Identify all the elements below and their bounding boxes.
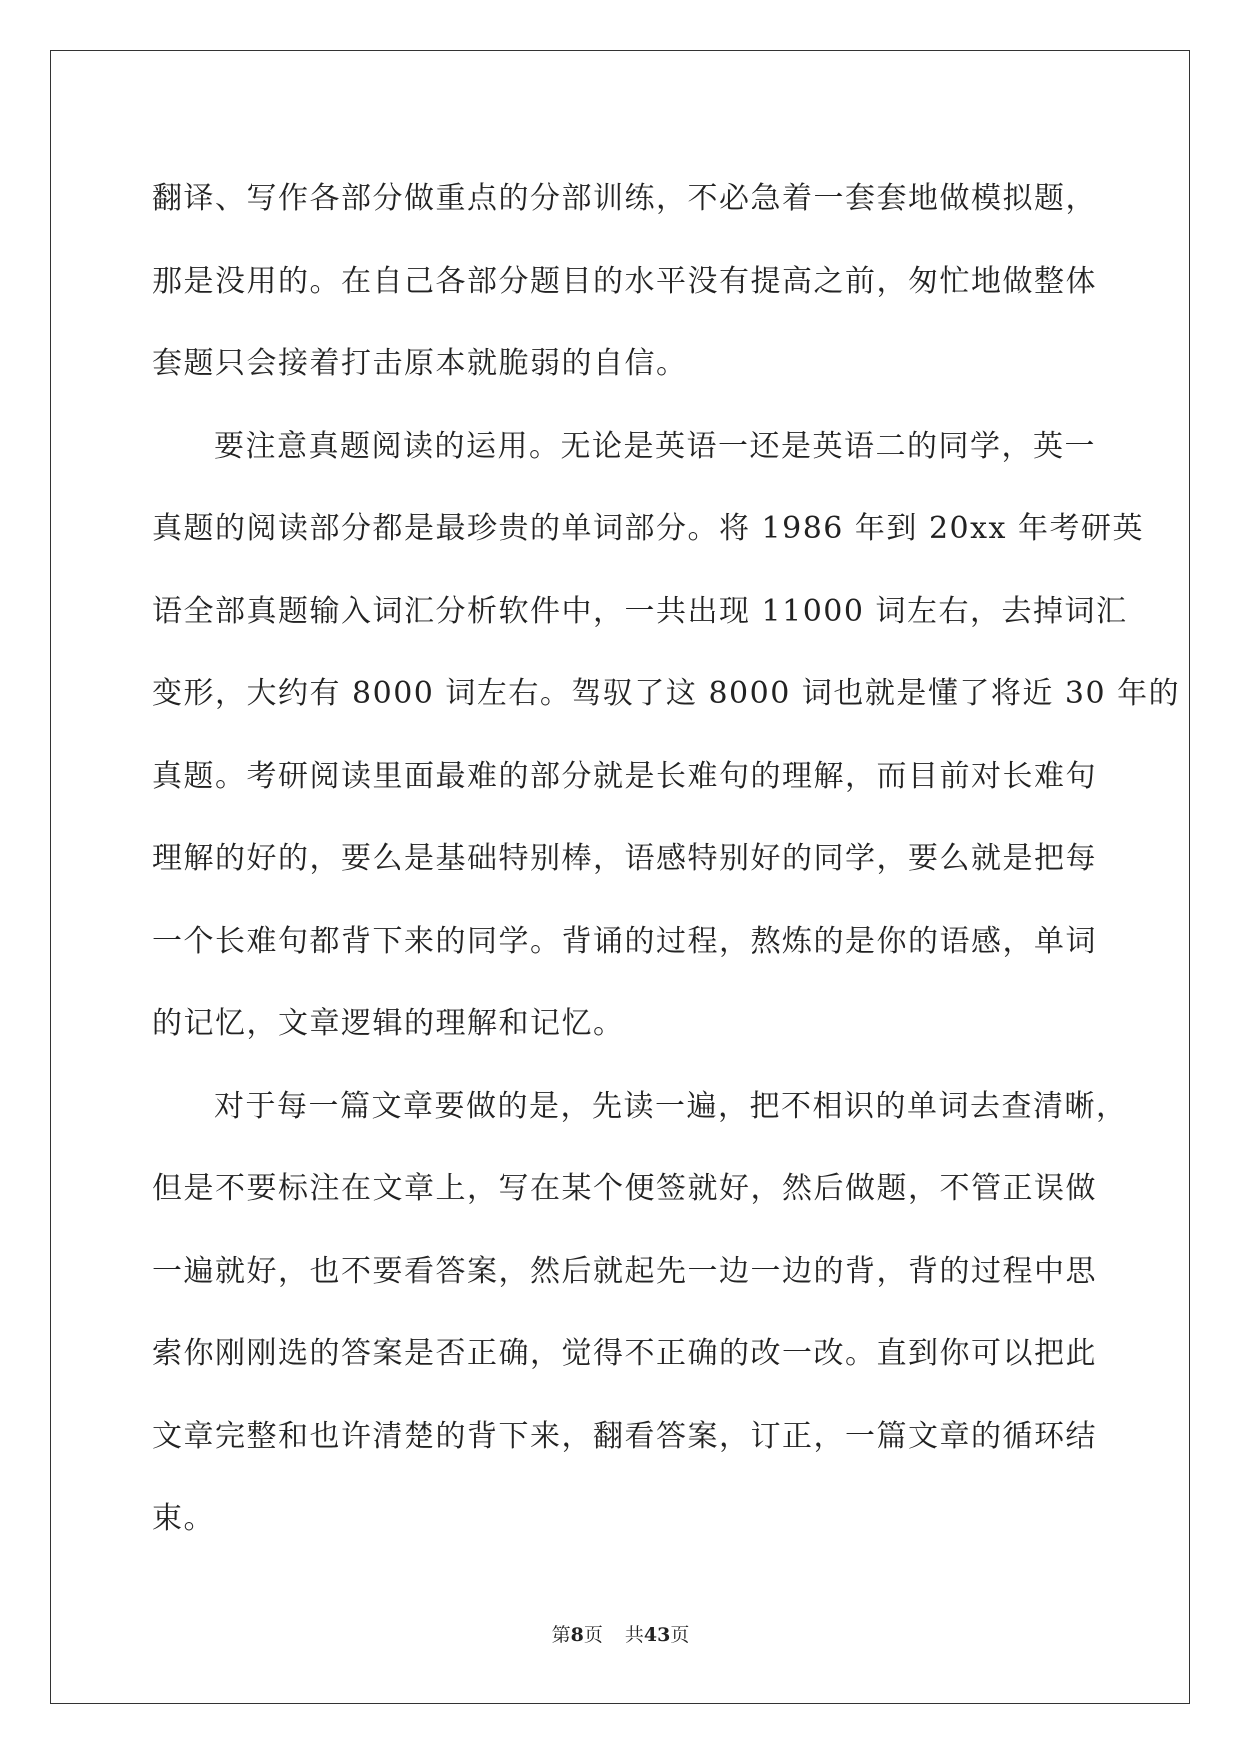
text-line: 索你刚刚选的答案是否正确，觉得不正确的改一改。直到你可以把此 [152,1336,1097,1371]
text-line: 但是不要标注在文章上，写在某个便签就好，然后做题，不管正误做 [152,1171,1097,1206]
text-line: 的记忆，文章逻辑的理解和记忆。 [152,1006,625,1041]
text-line: 理解的好的，要么是基础特别棒，语感特别好的同学，要么就是把每 [152,841,1097,876]
page-footer [0,1620,1241,1647]
paragraph-3 [152,1066,1128,1561]
text-line: 对于每一篇文章要做的是，先读一遍，把不相识的单词去查清晰， [214,1088,1128,1124]
current-page-number: 8 [570,1624,584,1646]
text-line: 语全部真题输入词汇分析软件中，一共出现 11000 词左右，去掉词汇 [152,593,1128,629]
total-pages-number: 43 [643,1624,671,1646]
text-line: 那是没用的。在自己各部分题目的水平没有提高之前，匆忙地做整体 [152,263,1097,299]
footer-page-unit: 页 [583,1624,603,1646]
footer-total-unit: 页 [670,1624,690,1646]
text-line: 要注意真题阅读的运用。无论是英语一还是英语二的同学，英一 [214,428,1096,464]
paragraph-1 [152,158,1097,406]
text-line: 翻译、写作各部分做重点的分部训练，不必急着一套套地做模拟题， [152,181,1097,216]
document-body [152,158,1181,1561]
paragraph-2 [152,406,1181,1066]
text-line: 真题。考研阅读里面最难的部分就是长难句的理解，而目前对长难句 [152,758,1097,794]
text-line: 一遍就好，也不要看答案，然后就起先一边一边的背，背的过程中思 [152,1253,1097,1289]
footer-prefix: 第 [551,1624,571,1646]
text-line: 真题的阅读部分都是最珍贵的单词部分。将 1986 年到 20xx 年考研英 [152,511,1145,546]
text-line: 一个长难句都背下来的同学。背诵的过程，熬炼的是你的语感，单词 [152,923,1097,959]
text-line: 束。 [152,1501,215,1536]
text-line: 变形，大约有 8000 词左右。驾驭了这 8000 词也就是懂了将近 30 年的 [152,676,1181,711]
footer-total-prefix: 共 [624,1624,644,1646]
text-line: 套题只会接着打击原本就脆弱的自信。 [152,346,688,381]
text-line: 文章完整和也许清楚的背下来，翻看答案，订正，一篇文章的循环结 [152,1418,1097,1454]
